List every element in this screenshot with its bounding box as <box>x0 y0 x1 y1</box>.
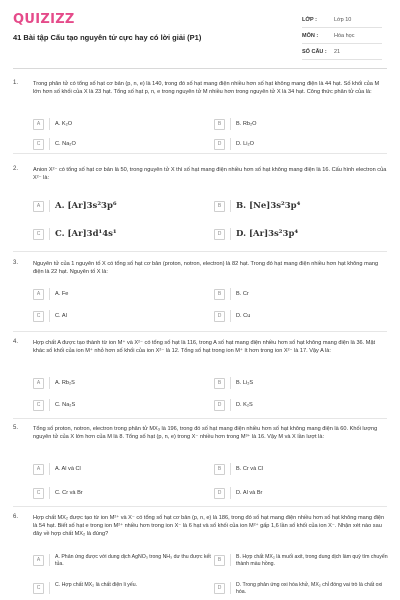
option-a[interactable] <box>33 554 211 568</box>
meta-value: Hóa học <box>334 32 355 39</box>
option-letter: D <box>214 229 225 240</box>
option-label: D. [Ar]3s²3p⁴ <box>236 229 299 239</box>
option-label: A. Phản ứng được với dung dịch AgNO₃ trong NH₃ dư thu được kết tủa. <box>55 554 211 567</box>
option-label: D. K₂S <box>236 402 253 408</box>
option-c[interactable] <box>33 487 211 499</box>
meta-key: SỐ CÂU : <box>302 48 327 55</box>
option-letter: B <box>214 119 225 130</box>
option-label: A. [Ar]3s²3p⁶ <box>55 201 117 211</box>
option-letter: C <box>33 400 44 411</box>
option-d[interactable] <box>214 228 392 240</box>
question-divider <box>13 506 387 507</box>
question-number: 1. <box>13 80 19 86</box>
option-letter: A <box>33 201 44 212</box>
option-b[interactable] <box>214 554 392 568</box>
option-a[interactable] <box>33 288 211 300</box>
option-label: D. Al và Br <box>236 490 263 496</box>
question-number: 6. <box>13 514 19 520</box>
option-c[interactable] <box>33 310 211 322</box>
meta-key: MÔN : <box>302 32 319 39</box>
question-text: Tổng số proton, notron, electron trong phân tử MX₃ là 196, trong đó số hạt mang điện nhiều hơn số hạt không mang điện là 60. Khối lượng nguyên tử của X lớn hơn của M là 8. Tổng số hạt (p, n, e) trong X⁻ nhiều hơn trong M³⁺ là 16. Vậy M và X lần lượt là: <box>33 426 378 440</box>
option-letter: D <box>214 311 225 322</box>
meta-value: 21 <box>334 48 341 55</box>
option-label: C. Hợp chất MX₂ là chất điện li yếu. <box>55 582 138 588</box>
meta-row-subject <box>302 28 382 44</box>
option-c[interactable] <box>33 582 211 594</box>
option-d[interactable] <box>214 399 392 411</box>
option-b[interactable] <box>214 377 392 389</box>
question-text: Hợp chất A được tạo thành từ ion M⁺ và X²⁻ có tổng số hạt là 116, trong A số hạt mang điện nhiều hơn số hạt không mang điện là 36. Mặt khác số khối của ion M⁺ nhỏ hơn số khối của ion X²⁻ là 12. Tổng số hạt trong ion M⁺ ít hơn trong ion X²⁻ là 17. Vậy A là: <box>33 340 376 354</box>
meta-table <box>302 12 382 60</box>
option-letter: D <box>214 139 225 150</box>
option-c[interactable] <box>33 228 211 240</box>
option-label: C. Na₂S <box>55 402 76 408</box>
option-label: B. Rb₂O <box>236 121 257 127</box>
option-label: B. Cr và Cl <box>236 466 264 472</box>
option-a[interactable] <box>33 463 211 475</box>
option-letter: C <box>33 311 44 322</box>
question-number: 2. <box>13 166 19 172</box>
option-letter: B <box>214 378 225 389</box>
option-a[interactable] <box>33 200 211 212</box>
meta-row-class <box>302 12 382 28</box>
option-letter: C <box>33 488 44 499</box>
option-d[interactable] <box>214 582 392 596</box>
question-number: 3. <box>13 260 19 266</box>
option-label: C. Al <box>55 313 67 319</box>
question-divider <box>13 418 387 419</box>
option-letter: B <box>214 464 225 475</box>
option-d[interactable] <box>214 138 392 150</box>
option-c[interactable] <box>33 138 211 150</box>
option-letter: A <box>33 289 44 300</box>
option-b[interactable] <box>214 288 392 300</box>
option-label: D. Cu <box>236 313 251 319</box>
question-number: 4. <box>13 339 19 345</box>
option-label: A. Fe <box>55 291 69 297</box>
option-label: A. Al và Cl <box>55 466 81 472</box>
page-title: 41 Bài tập Cấu tạo nguyên tử cực hay có lời giải (P1) <box>13 33 202 42</box>
question-divider <box>13 153 387 154</box>
option-a[interactable] <box>33 377 211 389</box>
option-d[interactable] <box>214 487 392 499</box>
meta-value: Lớp 10 <box>334 16 352 23</box>
option-letter: A <box>33 378 44 389</box>
option-letter: A <box>33 555 44 566</box>
question-text: Hợp chất MX₂ được tạo từ ion M²⁺ và X⁻ có tổng số hạt cơ bản (p, n, e) là 186, trong đó số hạt mang điện nhiều hơn số hạt không mang điện là 54 hạt. Biết số hạt e trong ion M²⁺ nhiều hơn trong ion X⁻ là 6 hạt và số khối của ion M²⁺ gấp 1,6 lần số khối của ion X⁻. Nhận xét nào sau đây về hợp chất MX₂ là đúng? <box>33 515 385 537</box>
option-label: A. Rb₂S <box>55 380 75 386</box>
option-label: B. Hợp chất MX₂ là muối axit, trong dung dịch làm quỳ tím chuyển thành màu hồng. <box>236 554 388 567</box>
question-text: Trong phân tử có tổng số hạt cơ bản (p, n, e) là 140, trong đó số hạt mang điện nhiều hơn số hạt không mang điện là 44 hạt. Số khối của M lớn hơn số khối của X là 23 hạt. Tổng số hạt p, n, e trong nguyên tử M nhiều hơn trong nguyên tử X là 34 hạt. Công thức phân tử của là: <box>33 81 380 95</box>
option-label: A. K₂O <box>55 121 73 127</box>
option-label: B. [Ne]3s²3p⁴ <box>236 201 301 211</box>
question-divider <box>13 251 387 252</box>
option-letter: C <box>33 139 44 150</box>
option-d[interactable] <box>214 310 392 322</box>
option-label: B. Cr <box>236 291 249 297</box>
question-number: 5. <box>13 425 19 431</box>
option-letter: D <box>214 400 225 411</box>
option-label: C. [Ar]3d¹4s¹ <box>55 229 117 239</box>
quizizz-logo: QUIZIZZ <box>13 12 75 27</box>
option-letter: D <box>214 488 225 499</box>
option-b[interactable] <box>214 118 392 130</box>
question-divider <box>13 331 387 332</box>
option-letter: C <box>33 229 44 240</box>
header-divider <box>13 68 387 69</box>
option-c[interactable] <box>33 399 211 411</box>
option-label: D. Li₂O <box>236 141 255 147</box>
option-letter: A <box>33 119 44 130</box>
option-letter: B <box>214 555 225 566</box>
option-letter: C <box>33 583 44 594</box>
option-b[interactable] <box>214 463 392 475</box>
option-a[interactable] <box>33 118 211 130</box>
option-label: C. Cr và Br <box>55 490 83 496</box>
option-label: B. Li₂S <box>236 380 254 386</box>
option-letter: D <box>214 583 225 594</box>
meta-key: LỚP : <box>302 16 317 23</box>
question-text: Anion X²⁻ có tổng số hạt cơ bản là 50, trong nguyên tử X thì số hạt mang điện nhiều hơn số hạt không mang điện là 16. Cấu hình electron của X²⁻ là: <box>33 167 387 181</box>
option-letter: B <box>214 201 225 212</box>
option-label: D. Trong phản ứng oxi hóa khử, MX₂ chỉ đóng vai trò là chất oxi hóa. <box>236 582 383 595</box>
option-letter: A <box>33 464 44 475</box>
option-b[interactable] <box>214 200 392 212</box>
option-label: C. Na₂O <box>55 141 76 147</box>
question-text: Nguyên tử của 1 nguyên tố X có tổng số hạt cơ bản (proton, notron, electron) là 82 hạt. Trong đó hạt mang điện nhiều hơn hạt không mang điện là 22 hạt. Nguyên tố X là: <box>33 261 379 275</box>
option-letter: B <box>214 289 225 300</box>
meta-row-count <box>302 44 382 60</box>
